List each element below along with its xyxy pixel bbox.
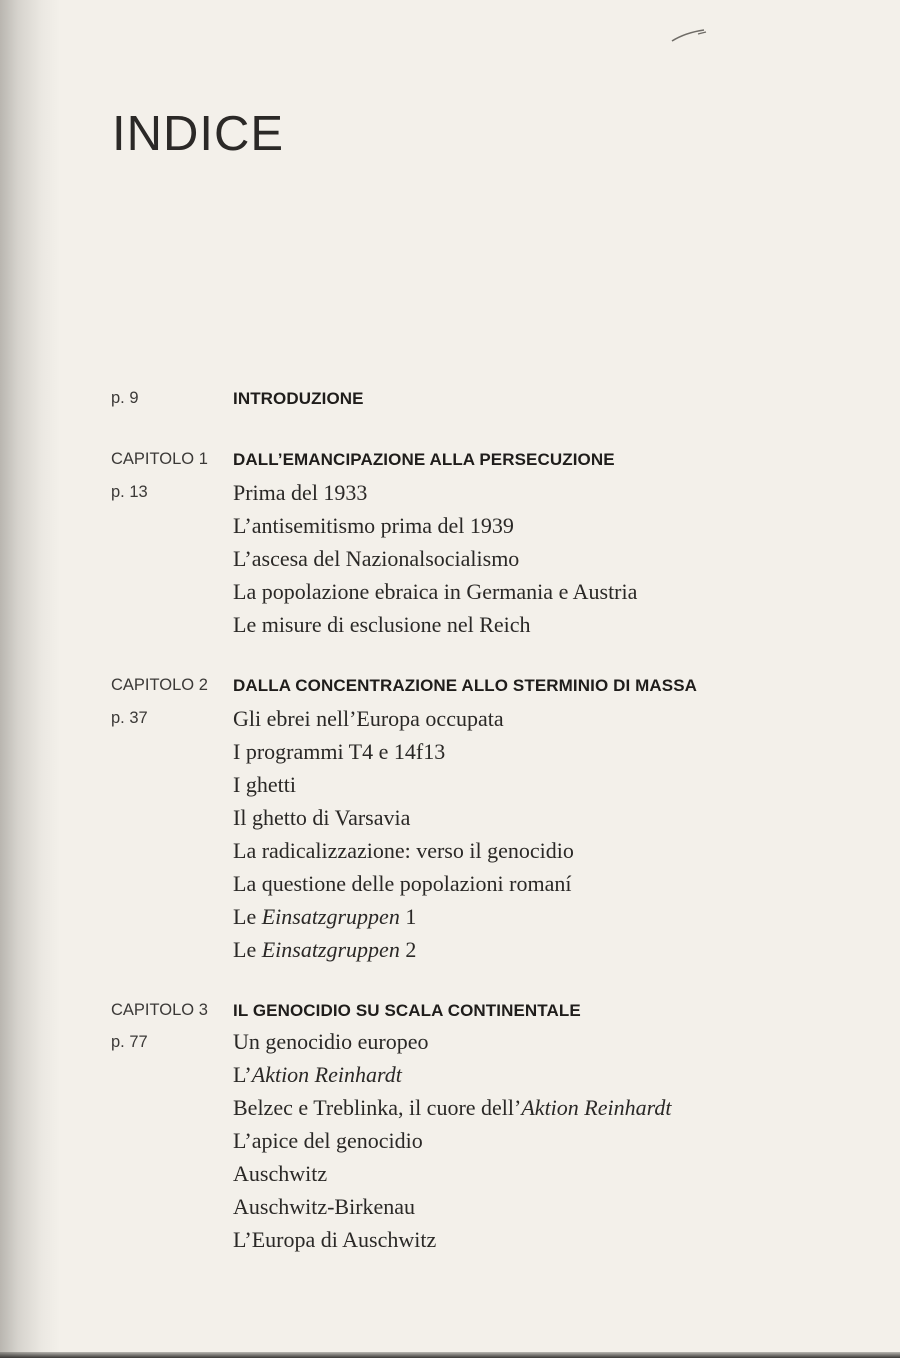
toc-entry: La popolazione ebraica in Germania e Austria xyxy=(233,579,638,604)
toc-entry-einsatzgruppen-2: Le Einsatzgruppen 2 xyxy=(233,937,417,962)
toc-entry-aktion-reinhardt: L’Aktion Reinhardt xyxy=(233,1062,402,1087)
chapter-1-title: DALL’EMANCIPAZIONE ALLA PERSECUZIONE xyxy=(233,450,615,469)
chapter-3-label: CAPITOLO 3 xyxy=(111,1001,208,1019)
toc-entry: L’Europa di Auschwitz xyxy=(233,1227,437,1252)
chapter-3-page: p. 77 xyxy=(111,1033,148,1051)
intro-page-number: p. 9 xyxy=(111,389,139,407)
toc-entry: I programmi T4 e 14f13 xyxy=(233,739,446,764)
toc-entry: Auschwitz xyxy=(233,1161,328,1186)
toc-entry: Prima del 1933 xyxy=(233,480,368,505)
toc-entry: Gli ebrei nell’Europa occupata xyxy=(233,706,504,731)
toc-entry-einsatzgruppen-1: Le Einsatzgruppen 1 xyxy=(233,904,417,929)
chapter-3-title: IL GENOCIDIO SU SCALA CONTINENTALE xyxy=(233,1001,581,1020)
toc-entry: La radicalizzazione: verso il genocidio xyxy=(233,838,574,863)
chapter-1-page: p. 13 xyxy=(111,483,148,501)
chapter-2-title: DALLA CONCENTRAZIONE ALLO STERMINIO DI MASSA xyxy=(233,676,698,695)
toc-entry: L’ascesa del Nazionalsocialismo xyxy=(233,546,520,571)
intro-heading: INTRODUZIONE xyxy=(233,389,364,408)
toc-entry: L’apice del genocidio xyxy=(233,1128,423,1153)
chapter-2-page: p. 37 xyxy=(111,709,148,727)
toc-entry: Le misure di esclusione nel Reich xyxy=(233,612,531,637)
chapter-1-label: CAPITOLO 1 xyxy=(111,450,208,468)
toc-entry-belzec-treblinka: Belzec e Treblinka, il cuore dell’Aktion Reinhardt xyxy=(233,1095,672,1120)
page-gutter-shadow xyxy=(0,0,60,1358)
toc-entry: Auschwitz-Birkenau xyxy=(233,1194,416,1219)
chapter-2-label: CAPITOLO 2 xyxy=(111,676,208,694)
page-title: INDICE xyxy=(112,107,285,161)
pencil-mark-icon xyxy=(670,26,710,44)
toc-entry: I ghetti xyxy=(233,772,296,797)
toc-entry: Un genocidio europeo xyxy=(233,1029,429,1054)
toc-entry: Il ghetto di Varsavia xyxy=(233,805,411,830)
page-bottom-edge xyxy=(0,1352,900,1358)
toc-entry: La questione delle popolazioni romaní xyxy=(233,871,572,896)
toc-entry: L’antisemitismo prima del 1939 xyxy=(233,513,514,538)
